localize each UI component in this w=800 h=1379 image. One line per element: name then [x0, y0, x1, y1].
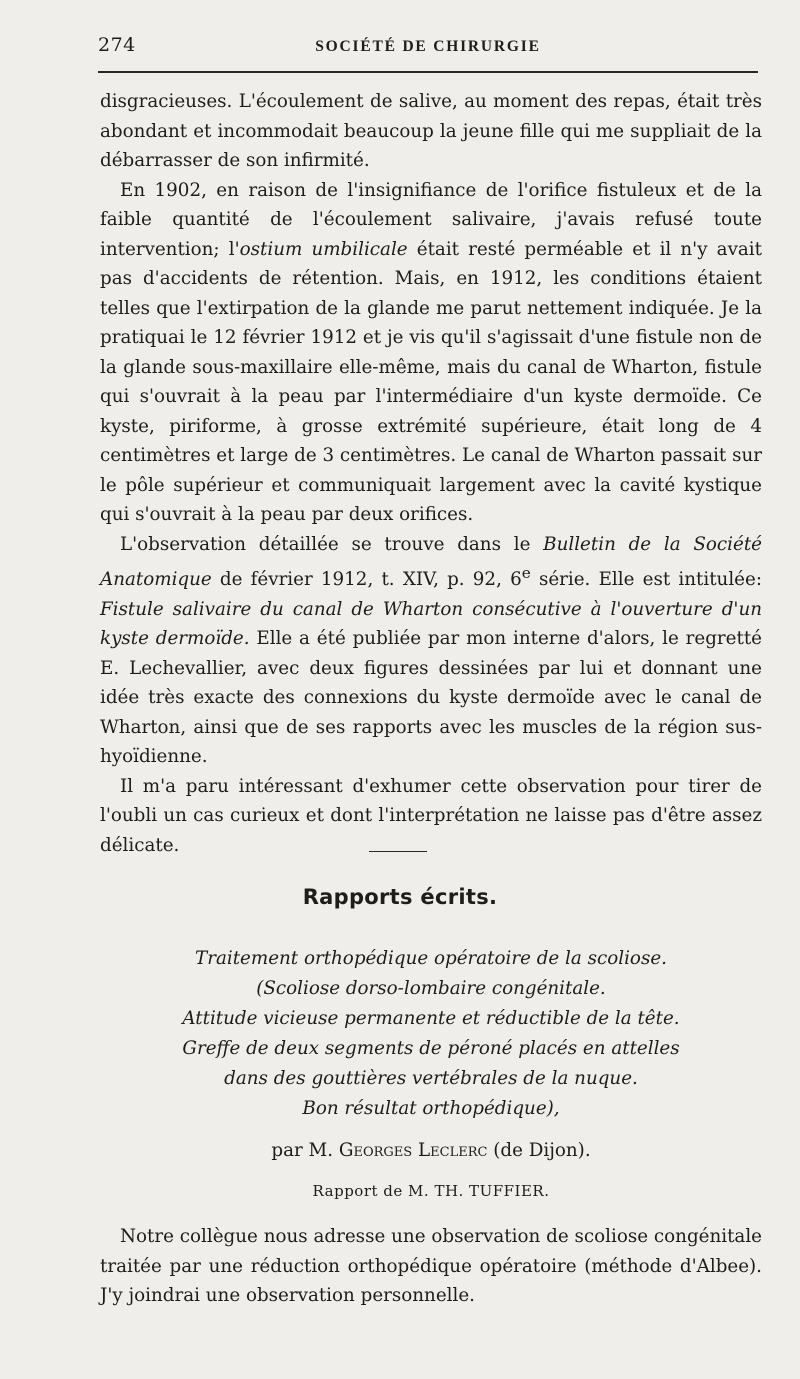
report-title-line: Traitement orthopédique opératoire de la scoliose.: [195, 948, 667, 969]
paragraph-3-part-f: Elle a été publiée par mon interne d'alors, le regretté E. Lechevallier, avec deux figures dessinées par lui et donnant une idée très exacte des connexions du kyste dermoïde avec le canal de Wharton, ainsi que de ses rapports avec les muscles de la région sus-hyoïdienne.: [100, 628, 763, 768]
report-title-line: Attitude vicieuse permanente et réductible de la tête.: [182, 1008, 680, 1029]
byline-suffix: (de Dijon).: [487, 1140, 591, 1161]
paragraph-1: disgracieuses. L'écoulement de salive, au moment des repas, était très abondant et incommodait beaucoup la jeune fille qui me suppliait de la débarrasser de son infirmité.: [100, 91, 762, 171]
paragraph-2-part-c: était resté perméable et il n'y avait pas d'accidents de rétention. Mais, en 1912, les conditions étaient telles que l'extirpation de la glande me parut nettement indiquée. Je la pratiquai le 12 février 1912 et je vis qu'il s'agissait d'une fistule non de la glande sous-maxillaire elle-même, mais du canal de Wharton, fistule qui s'ouvrait à la peau par l'intermédiaire d'un kyste dermoïde. Ce kyste, piriforme, à grosse extrémité supérieure, était long de 4 centimètres et large de 3 centimètres. Le canal de Wharton passait sur le pôle supérieur et communiquait largement avec la cavité kystique qui s'ouvrait à la peau par deux orifices.: [100, 238, 763, 525]
bulletin-title: Bulletin de la Société Anatomique: [100, 533, 762, 591]
journal-title: SOCIÉTÉ DE CHIRURGIE: [315, 38, 541, 55]
article-title: Fistule salivaire du canal de Wharton consécutive à l'ouverture d'un kyste dermoïde.: [100, 598, 762, 650]
author-name: Georges Leclerc: [338, 1140, 488, 1161]
section-heading: Rapports écrits.: [302, 885, 498, 909]
series-superscript: e: [521, 564, 531, 582]
report-title-line: (Scoliose dorso-lombaire congénitale.: [256, 978, 606, 999]
page-number: 274: [98, 34, 136, 56]
report-text: [100, 1222, 762, 1311]
paragraph-4: Il m'a paru intéressant d'exhumer cette observation pour tirer de l'oubli un cas curieux et dont l'interprétation ne laisse pas d'être assez délicate.: [100, 775, 762, 856]
paragraph-3: [100, 530, 762, 772]
paragraph-3-part-d: série. Elle est intitulée:: [530, 569, 762, 591]
header-rule: [98, 71, 758, 73]
paragraph-2-italic: ostium umbilicale: [239, 238, 408, 260]
running-head: [98, 34, 758, 64]
paragraph-2-part-a: En 1902, en raison de l'insignifiance de l'orifice fistuleux et de la faible quantité de l'écoulement salivaire, j'avais refusé toute intervention; l': [100, 179, 762, 260]
report-paragraph: Notre collègue nous adresse une observation de scoliose congénitale traitée par une réduction orthopédique opératoire (méthode d'Albee). J'y joindrai une observation personnelle.: [100, 1226, 762, 1306]
report-title-line: Greffe de deux segments de péroné placés en attelles: [182, 1038, 680, 1059]
body-text: [100, 87, 762, 860]
reporter-line: Rapport de M. TH. TUFFIER.: [312, 1182, 550, 1200]
report-title-line: dans des gouttières vertébrales de la nuque.: [224, 1068, 638, 1089]
paragraph-2: [100, 176, 762, 530]
section-separator: [369, 851, 427, 852]
byline-prefix: par M.: [271, 1140, 339, 1161]
paragraph-3-part-a: L'observation détaillée se trouve dans le: [120, 533, 544, 555]
paragraph-3-part-c: de février 1912, t. XIV, p. 92, 6: [211, 569, 522, 591]
report-title: [100, 944, 762, 1124]
byline: [100, 1136, 762, 1166]
report-title-line: Bon résultat orthopédique),: [302, 1098, 560, 1119]
